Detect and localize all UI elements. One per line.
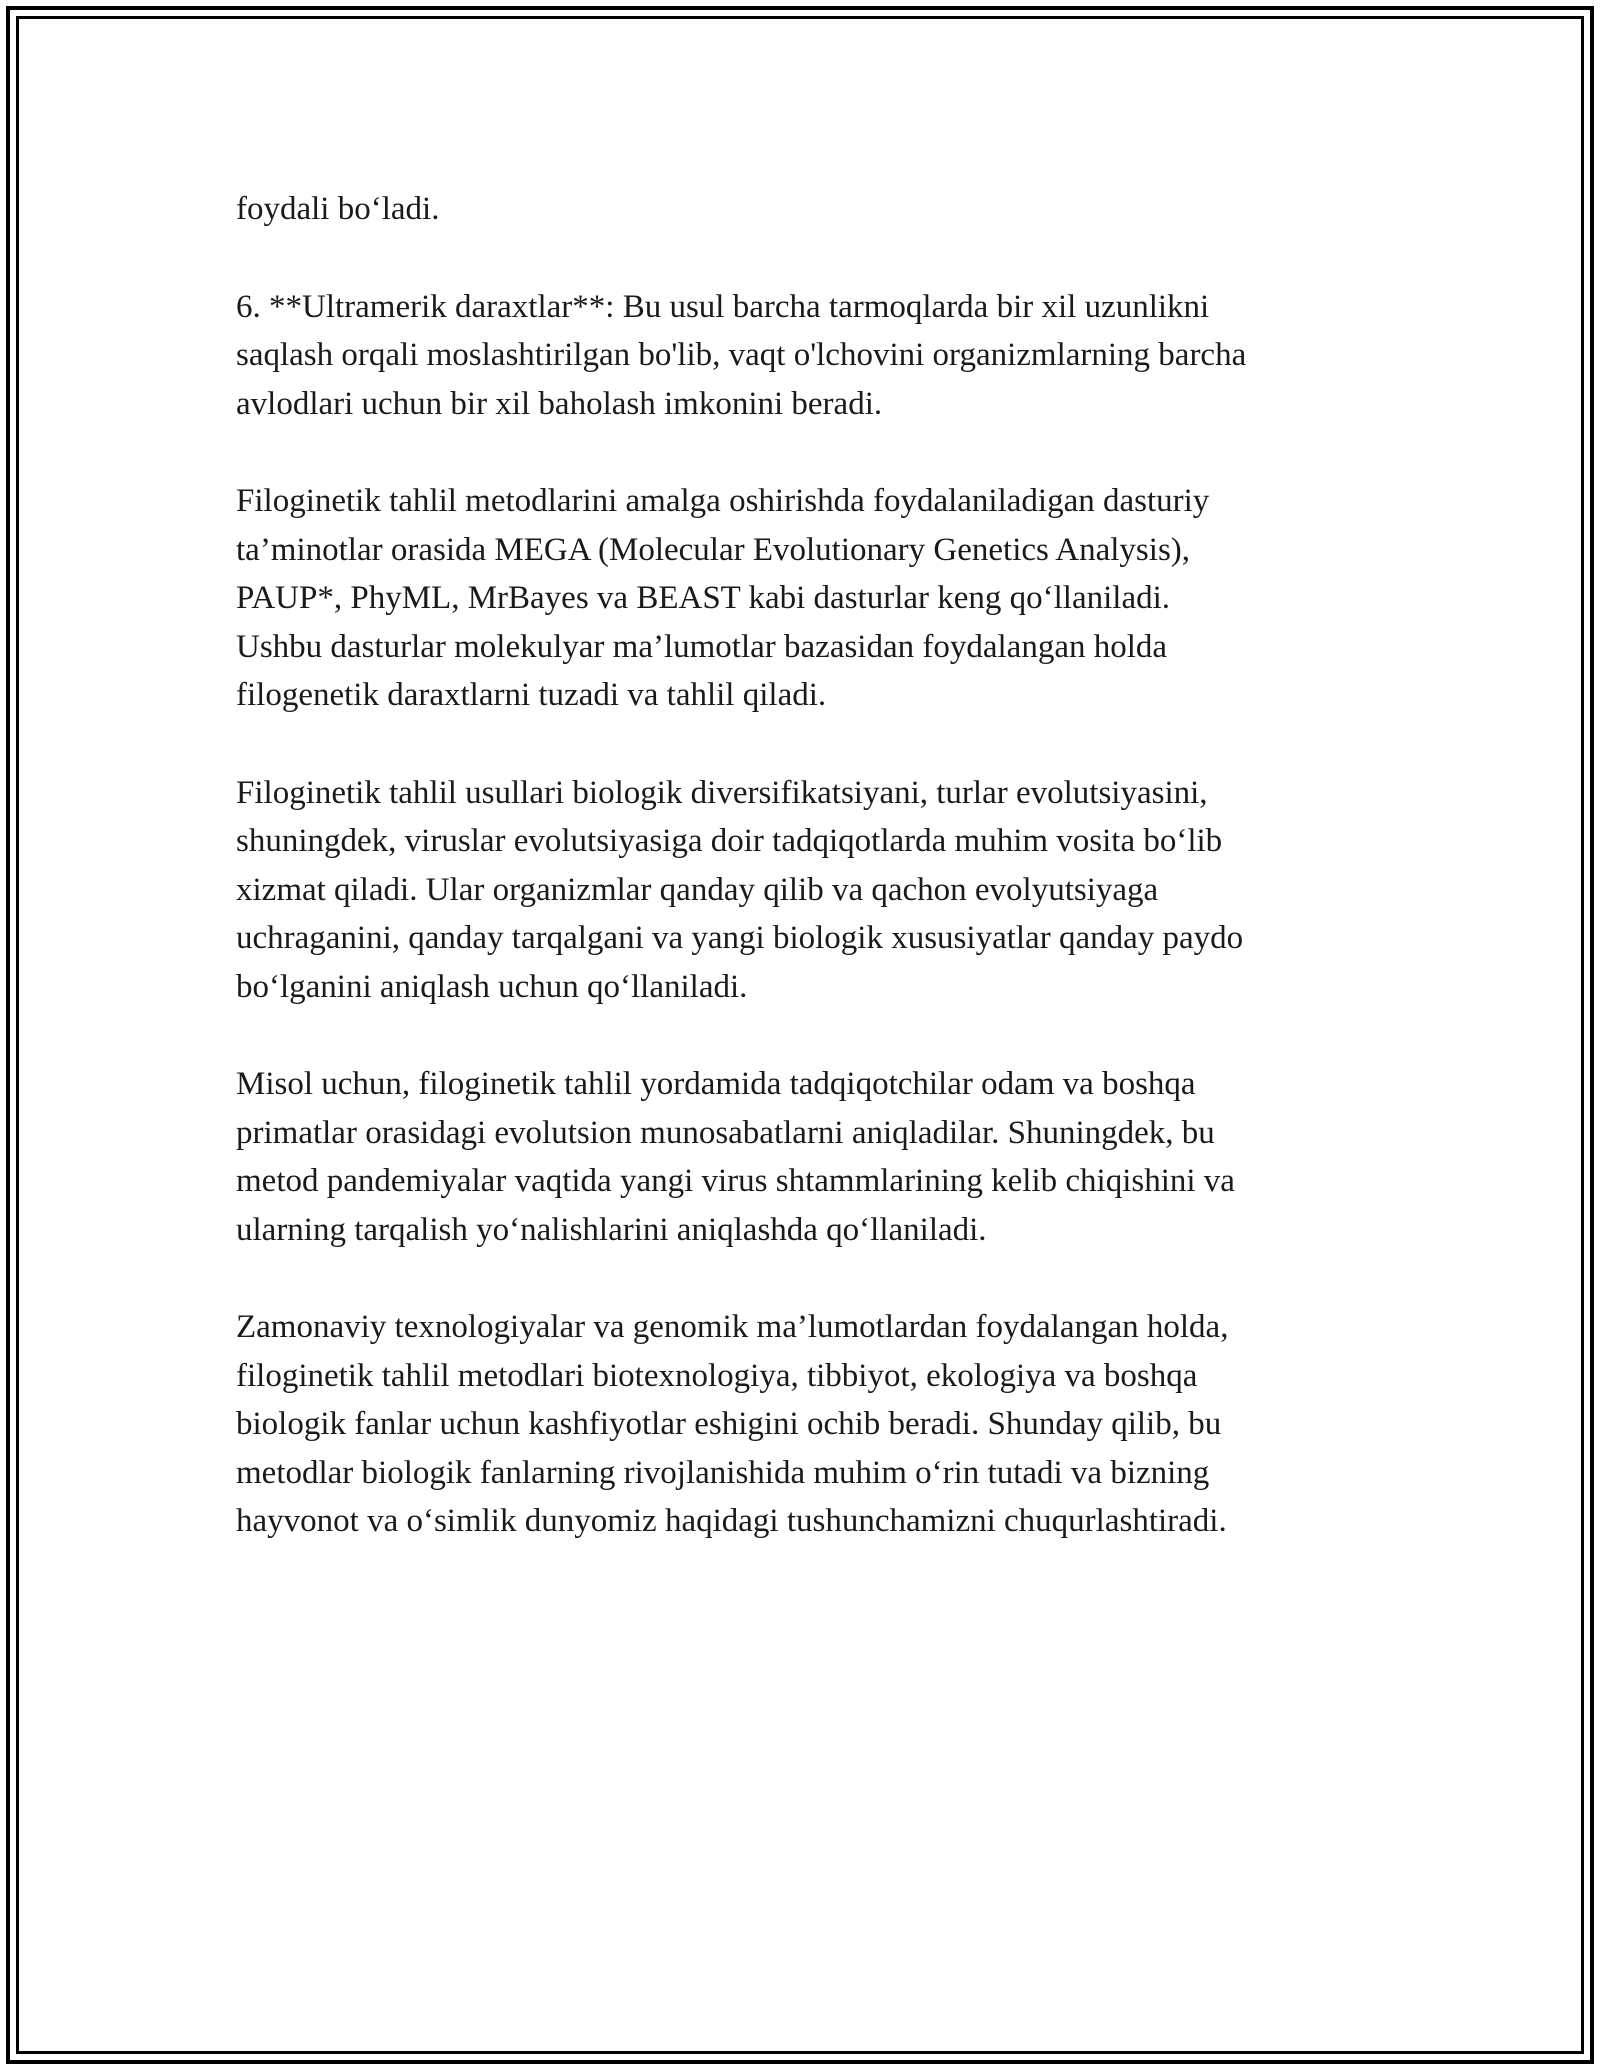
text-line: primatlar orasidagi evolutsion munosabatlarni aniqladilar. Shuningdek, bu: [236, 1114, 1215, 1151]
text-line: metodlar biologik fanlarning rivojlanishida muhim o‘rin tutadi va bizning: [236, 1454, 1210, 1491]
text-line: foydali bo‘ladi.: [236, 191, 440, 227]
text-line: xizmat qiladi. Ular organizmlar qanday qilib va qachon evolyutsiyaga: [236, 871, 1159, 908]
text-line: metod pandemiyalar vaqtida yangi virus shtammlarining kelib chiqishini va: [236, 1163, 1235, 1199]
text-line: avlodlari uchun bir xil baholash imkonini beradi.: [236, 385, 883, 422]
text-line: filoginetik tahlil metodlari biotexnologiya, tibbiyot, ekologiya va boshqa: [236, 1357, 1198, 1394]
text-line: bo‘lganini aniqlash uchun qo‘llaniladi.: [236, 968, 748, 1005]
text-line: ularning tarqalish yo‘nalishlarini aniqlashda qo‘llaniladi.: [236, 1211, 987, 1248]
text-line: saqlash orqali moslashtirilgan bo'lib, vaqt o'lchovini organizmlarning barcha: [236, 337, 1247, 373]
paragraph-applications: [236, 769, 1386, 1012]
paragraph-software: [236, 477, 1386, 720]
text-line: PAUP*, PhyML, MrBayes va BEAST kabi dasturlar keng qo‘llaniladi.: [236, 580, 1171, 616]
text-line: Filoginetik tahlil metodlarini amalga oshirishda foydalaniladigan dasturiy: [236, 483, 1210, 519]
text-line: shuningdek, viruslar evolutsiyasiga doir tadqiqotlarda muhim vosita bo‘lib: [236, 823, 1223, 859]
text-line: filogenetik daraxtlarni tuzadi va tahlil qiladi.: [236, 677, 827, 713]
text-line: hayvonot va o‘simlik dunyomiz haqidagi tushunchamizni chuqurlashtiradi.: [236, 1503, 1227, 1539]
paragraph-ultrametric-trees: [236, 283, 1386, 429]
text-line: biologik fanlar uchun kashfiyotlar eshigini ochib beradi. Shunday qilib, bu: [236, 1406, 1222, 1442]
text-line: ta’minotlar orasida MEGA (Molecular Evolutionary Genetics Analysis),: [236, 531, 1191, 568]
text-line: Zamonaviy texnologiyalar va genomik ma’lumotlardan foydalangan holda,: [236, 1309, 1229, 1345]
text-line: uchraganini, qanday tarqalgani va yangi biologik xususiyatlar qanday paydo: [236, 920, 1244, 956]
text-line: Filoginetik tahlil usullari biologik diversifikatsiyani, turlar evolutsiyasini,: [236, 774, 1208, 811]
text-line: 6. **Ultramerik daraxtlar**: Bu usul barcha tarmoqlarda bir xil uzunlikni: [236, 288, 1210, 325]
document-body: [236, 185, 1386, 1595]
text-line: Ushbu dasturlar molekulyar ma’lumotlar bazasidan foydalangan holda: [236, 628, 1168, 665]
paragraph-conclusion: [236, 1303, 1386, 1546]
text-line: Misol uchun, filoginetik tahlil yordamida tadqiqotchilar odam va boshqa: [236, 1066, 1196, 1102]
paragraph-continuation: [236, 185, 1386, 234]
paragraph-example: [236, 1060, 1386, 1254]
